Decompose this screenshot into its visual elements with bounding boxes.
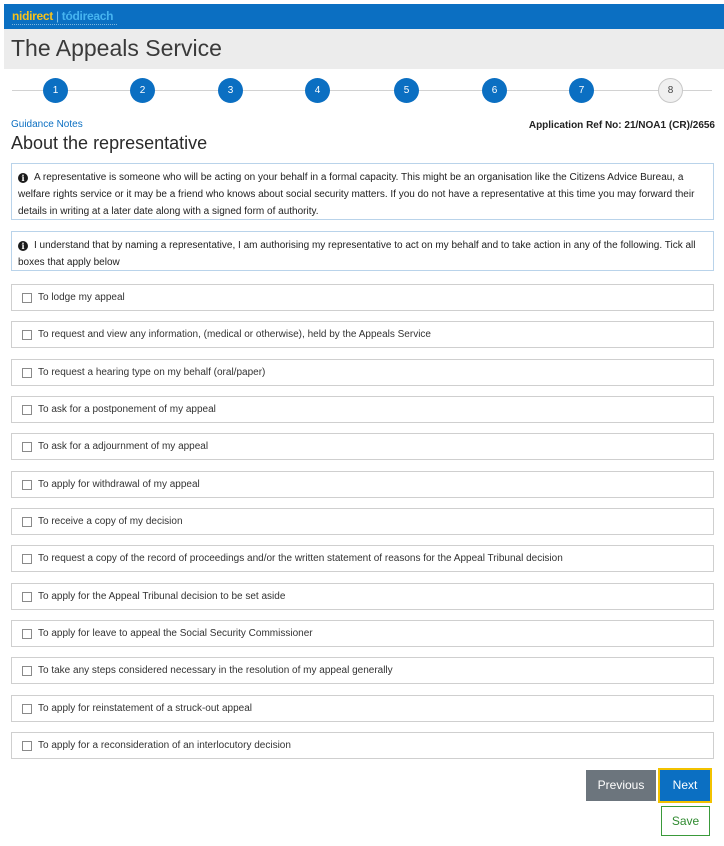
- option-label: To apply for a reconsideration of an interlocutory decision: [38, 740, 291, 751]
- app-ref-value: 21/NOA1 (CR)/2656: [624, 120, 715, 131]
- option-reconsideration[interactable]: [11, 732, 714, 759]
- info-text: A representative is someone who will be acting on your behalf in a formal capacity. This might be an organisation like the Citizens Advice Bureau, a welfare rights service or it may be a friend who knows about social security matters. If you do not have a representative at this time you may forward their details in writing at a later date along with a signed form of authority.: [18, 172, 695, 217]
- option-label: To lodge my appeal: [38, 292, 125, 303]
- brand-bar: [4, 4, 724, 29]
- option-hearing-type[interactable]: [11, 359, 714, 386]
- option-receive-decision[interactable]: [11, 508, 714, 535]
- checkbox[interactable]: [22, 368, 32, 378]
- option-label: To apply for leave to appeal the Social Security Commissioner: [38, 628, 313, 639]
- option-label: To receive a copy of my decision: [38, 516, 183, 527]
- info-icon: i: [18, 241, 28, 251]
- checkbox[interactable]: [22, 629, 32, 639]
- checkbox[interactable]: [22, 517, 32, 527]
- option-reinstatement[interactable]: [11, 695, 714, 722]
- checkbox[interactable]: [22, 666, 32, 676]
- option-record-of-proceedings[interactable]: [11, 545, 714, 572]
- title-bar: [4, 29, 724, 69]
- step-6[interactable]: 6: [482, 78, 507, 103]
- option-label: To apply for withdrawal of my appeal: [38, 479, 200, 490]
- step-8-current: 8: [658, 78, 683, 103]
- option-label: To request a copy of the record of proceedings and/or the written statement of reasons for the Appeal Tribunal decision: [38, 553, 563, 564]
- guidance-notes-link[interactable]: Guidance Notes: [11, 119, 83, 130]
- logo-nidirect-text: nidirect: [12, 9, 53, 23]
- option-label: To request a hearing type on my behalf (oral/paper): [38, 367, 266, 378]
- step-5[interactable]: 5: [394, 78, 419, 103]
- option-adjournment[interactable]: [11, 433, 714, 460]
- info-box-authority: [11, 231, 714, 271]
- nidirect-logo[interactable]: nidirect | tódireach: [12, 8, 113, 24]
- progress-line: [12, 90, 712, 91]
- authority-text: I understand that by naming a representative, I am authorising my representative to act on my behalf and to take action in any of the following. Tick all boxes that apply below: [18, 240, 696, 268]
- option-any-steps[interactable]: [11, 657, 714, 684]
- option-request-information[interactable]: [11, 321, 714, 348]
- page-title: The Appeals Service: [11, 35, 222, 61]
- option-withdrawal[interactable]: [11, 471, 714, 498]
- info-icon: i: [18, 173, 28, 183]
- option-label: To apply for reinstatement of a struck-out appeal: [38, 703, 253, 714]
- option-label: To ask for a postponement of my appeal: [38, 404, 216, 415]
- option-postponement[interactable]: [11, 396, 714, 423]
- step-1[interactable]: 1: [43, 78, 68, 103]
- save-button[interactable]: Save: [661, 806, 710, 836]
- checkbox[interactable]: [22, 480, 32, 490]
- checkbox[interactable]: [22, 592, 32, 602]
- app-ref-label: Application Ref No:: [528, 120, 622, 131]
- info-box-representative: [11, 163, 714, 220]
- option-set-aside[interactable]: [11, 583, 714, 610]
- checkbox[interactable]: [22, 293, 32, 303]
- checkbox[interactable]: [22, 330, 32, 340]
- checkbox[interactable]: [22, 741, 32, 751]
- checkbox[interactable]: [22, 405, 32, 415]
- checkbox[interactable]: [22, 442, 32, 452]
- section-title: About the representative: [11, 133, 208, 153]
- step-7[interactable]: 7: [569, 78, 594, 103]
- step-4[interactable]: 4: [305, 78, 330, 103]
- checkbox[interactable]: [22, 554, 32, 564]
- option-lodge-appeal[interactable]: [11, 284, 714, 311]
- logo-todireach-text: tódireach: [61, 9, 114, 23]
- option-leave-to-appeal[interactable]: [11, 620, 714, 647]
- next-button[interactable]: Next: [658, 768, 712, 803]
- application-ref: [529, 120, 715, 131]
- option-label: To apply for the Appeal Tribunal decision to be set aside: [38, 591, 286, 602]
- option-label: To take any steps considered necessary in the resolution of my appeal generally: [38, 665, 393, 676]
- step-3[interactable]: 3: [218, 78, 243, 103]
- option-label: To ask for a adjournment of my appeal: [38, 441, 209, 452]
- step-2[interactable]: 2: [130, 78, 155, 103]
- previous-button[interactable]: Previous: [586, 770, 656, 801]
- option-label: To request and view any information, (medical or otherwise), held by the Appeals Service: [38, 329, 431, 340]
- checkbox[interactable]: [22, 704, 32, 714]
- progress-stepper: [0, 70, 724, 110]
